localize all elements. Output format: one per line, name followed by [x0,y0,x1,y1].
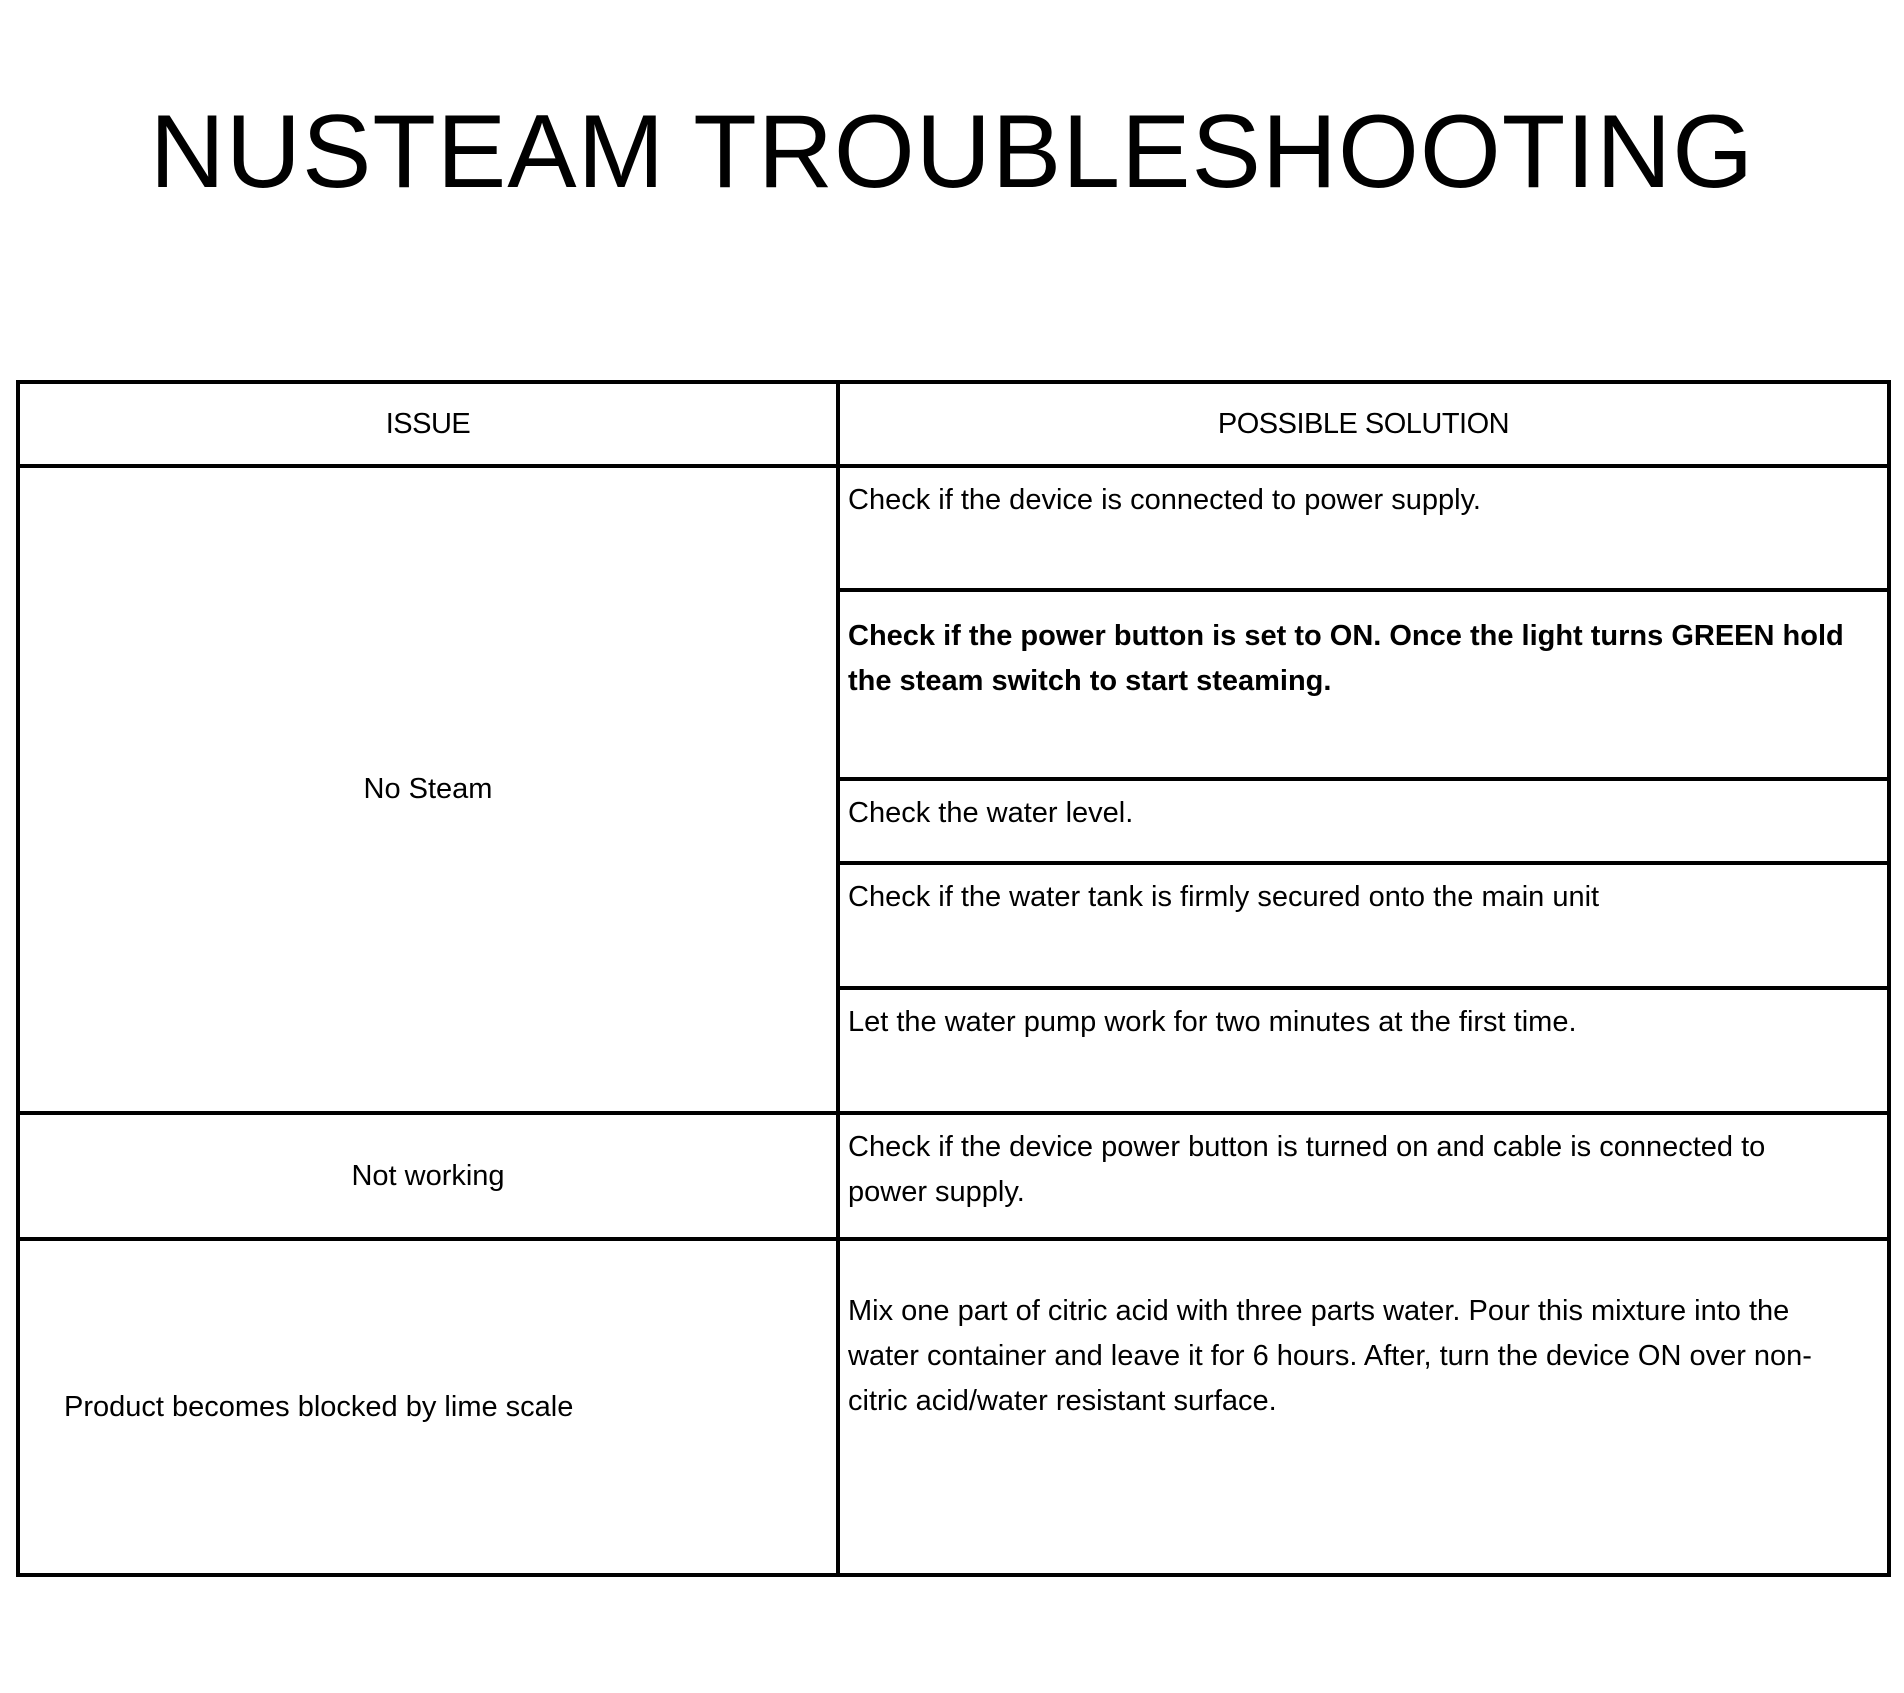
table-row [18,1239,1889,1575]
issue-cell-lime-scale: Product becomes blocked by lime scale [18,1239,838,1575]
troubleshooting-table [16,380,1891,1577]
table-row [18,1113,1889,1239]
solution-cell: Mix one part of citric acid with three parts water. Pour this mixture into the water container and leave it for 6 hours. After, turn the device ON over non-citric acid/water resistant surface. [838,1239,1889,1575]
solution-cell: Check if the device power button is turned on and cable is connected to power supply. [838,1113,1889,1239]
solution-column-header: POSSIBLE SOLUTION [838,382,1889,466]
solution-cell: Check if the power button is set to ON. Once the light turns GREEN hold the steam switch to start steaming. [838,590,1889,779]
issue-column-header: ISSUE [18,382,838,466]
solution-cell: Check if the device is connected to power supply. [838,466,1889,590]
table-row [18,466,1889,590]
issue-cell-not-working: Not working [18,1113,838,1239]
table-header-row [18,382,1889,466]
solution-cell: Check the water level. [838,779,1889,863]
solution-cell: Let the water pump work for two minutes at the first time. [838,988,1889,1113]
issue-cell-no-steam: No Steam [18,466,838,1113]
solution-cell: Check if the water tank is firmly secured onto the main unit [838,863,1889,988]
page-title: NUSTEAM TROUBLESHOOTING [149,94,1755,210]
